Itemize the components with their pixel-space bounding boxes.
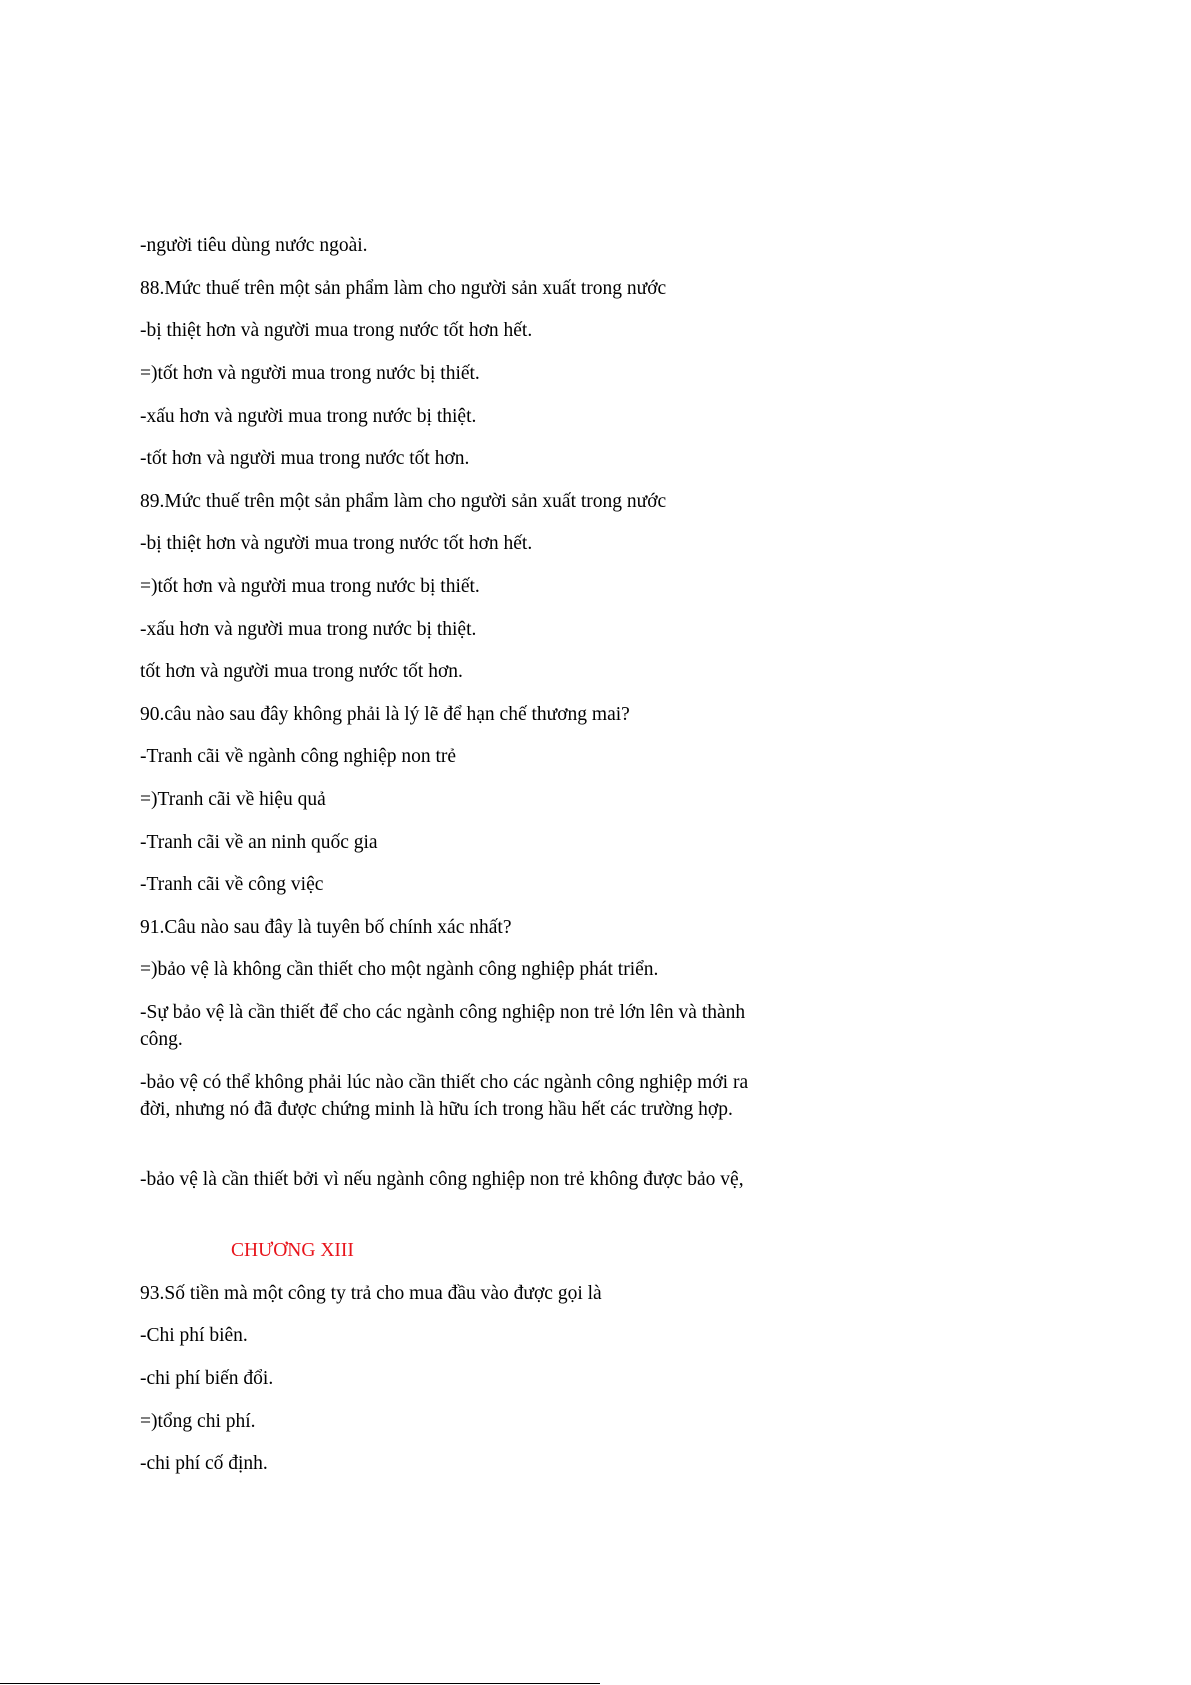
answer-option: -bị thiệt hơn và người mua trong nước tốt hơn hết. bbox=[140, 533, 533, 554]
answer-option: -xấu hơn và người mua trong nước bị thiệt. bbox=[140, 619, 477, 640]
answer-option: -bị thiệt hơn và người mua trong nước tốt hơn hết. bbox=[140, 320, 533, 341]
answer-option-correct: =)bảo vệ là không cần thiết cho một ngành công nghiệp phát triển. bbox=[140, 959, 659, 980]
answer-option-correct: =)tốt hơn và người mua trong nước bị thiết. bbox=[140, 576, 480, 597]
answer-option: -chi phí cố định. bbox=[140, 1453, 268, 1474]
question-89: 89.Mức thuế trên một sản phẩm làm cho người sản xuất trong nước bbox=[140, 491, 667, 512]
answer-option-correct: =)Tranh cãi về hiệu quả bbox=[140, 789, 326, 810]
question-88: 88.Mức thuế trên một sản phẩm làm cho người sản xuất trong nước bbox=[140, 278, 667, 299]
question-91: 91.Câu nào sau đây là tuyên bố chính xác nhất? bbox=[140, 917, 512, 938]
answer-option: -Tranh cãi về ngành công nghiệp non trẻ bbox=[140, 746, 457, 767]
answer-option: -Tranh cãi về an ninh quốc gia bbox=[140, 832, 378, 853]
answer-option: -Sự bảo vệ là cần thiết để cho các ngành công nghiệp non trẻ lớn lên và thành công. bbox=[140, 1002, 746, 1050]
answer-option: -bảo vệ là cần thiết bởi vì nếu ngành công nghiệp non trẻ không được bảo vệ, bbox=[140, 1169, 744, 1190]
answer-option-correct: =)tổng chi phí. bbox=[140, 1411, 256, 1432]
footer-rule bbox=[0, 1683, 600, 1684]
answer-option: -xấu hơn và người mua trong nước bị thiệt. bbox=[140, 406, 477, 427]
answer-option: -Chi phí biên. bbox=[140, 1325, 248, 1346]
chapter-heading: CHƯƠNG XIII bbox=[231, 1240, 354, 1261]
answer-option: -chi phí biến đổi. bbox=[140, 1368, 274, 1389]
answer-option: -bảo vệ có thể không phải lúc nào cần thiết cho các ngành công nghiệp mới ra đời, nhưng nó đã được chứng minh là hữu ích trong hầu hết các trường hợp. bbox=[140, 1072, 749, 1120]
question-90: 90.câu nào sau đây không phải là lý lẽ để hạn chế thương mai? bbox=[140, 704, 630, 725]
answer-option: -tốt hơn và người mua trong nước tốt hơn. bbox=[140, 448, 470, 469]
answer-option: tốt hơn và người mua trong nước tốt hơn. bbox=[140, 661, 463, 682]
answer-option-correct: =)tốt hơn và người mua trong nước bị thiết. bbox=[140, 363, 480, 384]
text-line: -người tiêu dùng nước ngoài. bbox=[140, 235, 368, 256]
question-93: 93.Số tiền mà một công ty trả cho mua đầu vào được gọi là bbox=[140, 1283, 602, 1304]
answer-option: -Tranh cãi về công việc bbox=[140, 874, 324, 895]
